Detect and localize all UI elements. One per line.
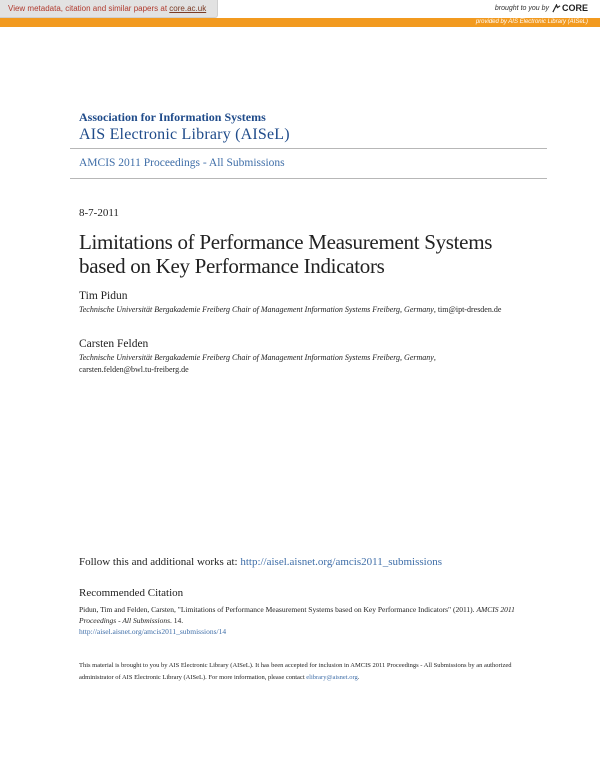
organization-header — [79, 110, 290, 144]
citation-block — [79, 604, 539, 637]
core-metadata-link[interactable] — [0, 0, 218, 18]
citation-number: . 14. — [170, 616, 184, 625]
author-email: , carsten.felden@bwl.tu-freiberg.de — [79, 353, 436, 374]
author-name: Carsten Felden — [79, 338, 149, 350]
divider-top — [70, 148, 547, 149]
core-metadata-text: View metadata, citation and similar papers at — [8, 4, 170, 13]
core-logo-icon — [552, 4, 561, 13]
follow-line — [79, 556, 442, 568]
core-provided-by: provided by AIS Electronic Library (AISeL) — [475, 19, 588, 25]
contact-email-link[interactable]: elibrary@aisnet.org — [306, 674, 358, 681]
affiliation-text: Technische Universität Bergakademie Freiberg Chair of Management Information Systems Freiberg, Germany — [79, 353, 434, 362]
author-affiliation — [79, 304, 509, 316]
core-logo[interactable] — [552, 3, 588, 13]
core-ac-uk-link[interactable]: core.ac.uk — [169, 4, 207, 13]
author-name: Tim Pidun — [79, 290, 128, 302]
follow-text: Follow this and additional works at: — [79, 556, 241, 568]
publication-date: 8-7-2011 — [79, 207, 119, 219]
citation-venue: AMCIS 2011 Proceedings - All Submissions — [79, 605, 515, 625]
org-name[interactable]: Association for Information Systems — [79, 110, 266, 124]
author-affiliation — [79, 352, 509, 376]
citation-link[interactable]: http://aisel.aisnet.org/amcis2011_submissions/14 — [79, 627, 227, 636]
core-header — [0, 0, 600, 27]
author-email: , tim@ipt-dresden.de — [433, 305, 502, 314]
brought-by-text: brought to you by — [494, 4, 549, 12]
recommended-citation-heading: Recommended Citation — [79, 587, 184, 599]
follow-link[interactable]: http://aisel.aisnet.org/amcis2011_submissions — [240, 556, 442, 568]
affiliation-text: Technische Universität Bergakademie Freiberg Chair of Management Information Systems Freiberg, Germany — [79, 305, 434, 314]
core-logo-text: CORE — [561, 3, 588, 13]
proceedings-link[interactable]: AMCIS 2011 Proceedings - All Submissions — [79, 157, 285, 169]
library-name[interactable]: AIS Electronic Library (AISeL) — [79, 126, 290, 143]
footer-text: This material is brought to you by AIS Electronic Library (AISeL). It has been accepted for inclusion in AMCIS 2011 Proceedings - All Submissions by an authorized administrator of AIS Electronic Library (AISeL). For more information, please contact — [79, 662, 512, 681]
citation-text: Pidun, Tim and Felden, Carsten, "Limitations of Performance Measurement Systems based on Key Performance Indicators" (2011). — [79, 605, 477, 614]
footer-note — [79, 660, 539, 684]
divider-bottom — [70, 178, 547, 179]
footer-end: . — [357, 674, 360, 681]
core-brought-by[interactable] — [495, 3, 588, 13]
paper-title: Limitations of Performance Measurement Systems based on Key Performance Indicators — [79, 230, 493, 278]
